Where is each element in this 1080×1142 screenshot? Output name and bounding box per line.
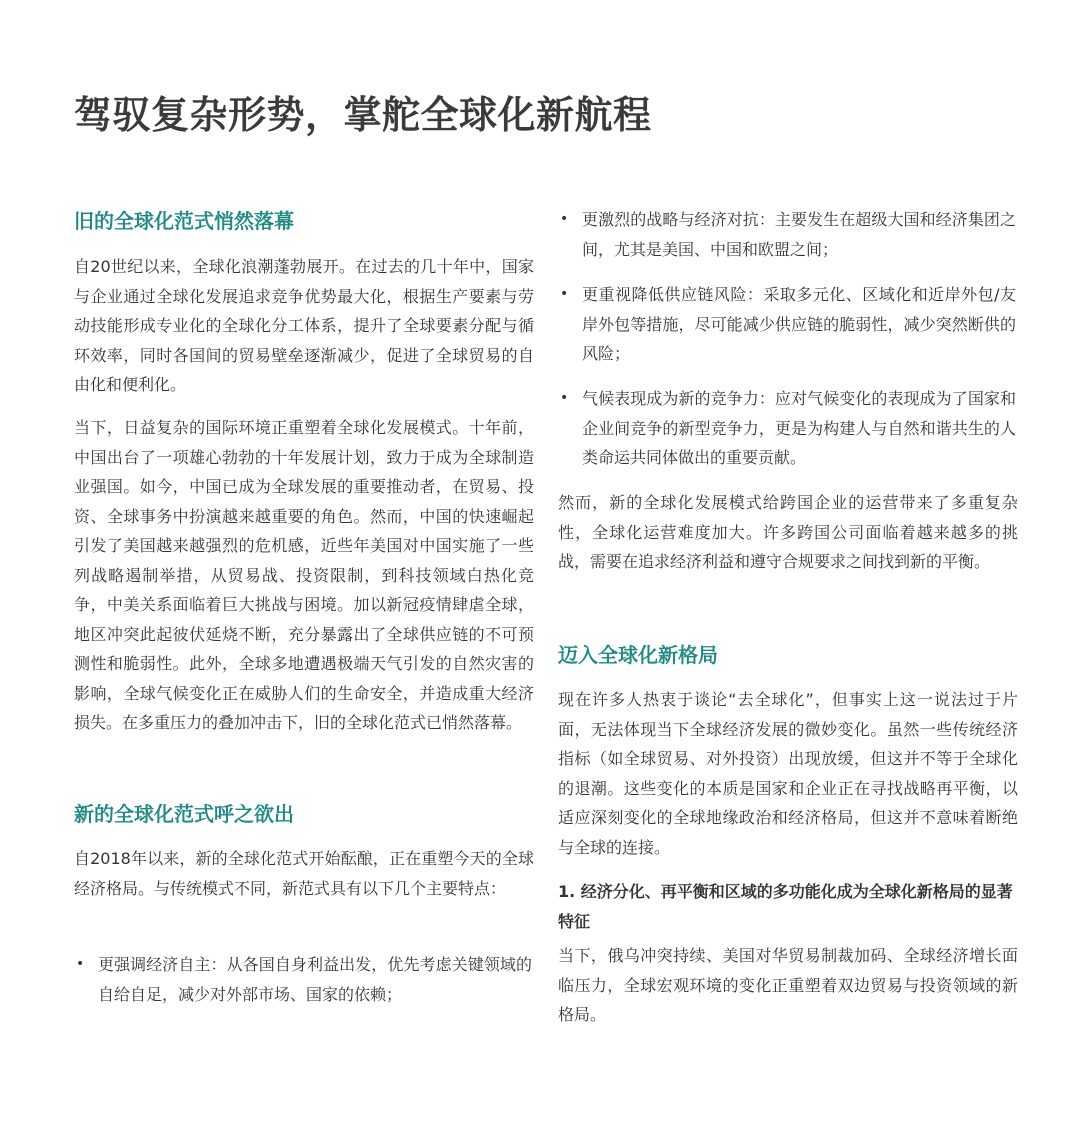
subheading-economic-divergence: 1. 经济分化、再平衡和区域的多功能化成为全球化新格局的显著特征 — [558, 882, 1013, 931]
paragraph-deglobalization: 现在许多人热衷于谈论“去全球化”，但事实上这一说法过于片面，无法体现当下全球经济发展的微妙变化。虽然一些传统经济指标（如全球贸易、对外投资）出现放缓，但这并不等于全球化的退潮。这些变化的本质是国家和企业正在寻找战略再平衡，以适应深刻变化的全球地缘政治和经济格局，但这并不意味着断绝与全球的连接。 — [558, 690, 1018, 857]
section-heading-old-paradigm: 旧的全球化范式悄然落幕 — [74, 209, 294, 233]
paragraph-globalization-history: 自20世纪以来，全球化浪潮蓬勃展开。在过去的几十年中，国家与企业通过全球化发展追求竞争优势最大化，根据生产要素与劳动技能形成专业化的全球化分工体系，提升了全球要素分配与循环效率，同时各国间的贸易壁垒逐渐减少，促进了全球贸易的自由化和便利化。 — [74, 257, 534, 394]
page-title: 驾驭复杂形势，掌舵全球化新航程 — [74, 93, 652, 137]
section-heading-new-paradigm: 新的全球化范式呼之欲出 — [74, 802, 294, 826]
bullet-text-economic-autonomy: 更强调经济自主：从各国自身利益出发，优先考虑关键领域的自给自足，减少对外部市场、国家的依赖； — [98, 955, 532, 1004]
paragraph-new-paradigm-intro: 自2018年以来，新的全球化范式开始酝酿，正在重塑今天的全球经济格局。与传统模式不同，新范式具有以下几个主要特点： — [74, 849, 534, 898]
bullet-text-strategic-confrontation: 更激烈的战略与经济对抗：主要发生在超级大国和经济集团之间，尤其是美国、中国和欧盟之间； — [582, 210, 1016, 259]
bullet-point-icon: • — [560, 286, 569, 302]
paragraph-macro-environment: 当下，俄乌冲突持续、美国对华贸易制裁加码、全球经济增长面临压力，全球宏观环境的变化正重塑着双边贸易与投资领域的新格局。 — [558, 946, 1018, 1024]
bullet-point-icon: • — [560, 211, 569, 227]
paragraph-international-environment: 当下，日益复杂的国际环境正重塑着全球化发展模式。十年前，中国出台了一项雄心勃勃的十年发展计划，致力于成为全球制造业强国。如今，中国已成为全球发展的重要推动者，在贸易、投资、全球事务中扮演越来越重要的角色。然而，中国的快速崛起引发了美国越来越强烈的危机感，近些年美国对中国实施了一些列战略遏制举措，从贸易战、投资限制，到科技领域白热化竞争，中美关系面临着巨大挑战与困境。加以新冠疫情肆虐全球，地区冲突此起彼伏延烧不断，充分暴露出了全球供应链的不可预测性和脆弱性。此外，全球多地遭遇极端天气引发的自然灾害的影响，全球气候变化正在威胁人们的生命安全，并造成重大经济损失。在多重压力的叠加冲击下，旧的全球化范式已悄然落幕。 — [74, 418, 534, 732]
bullet-point-icon: • — [560, 390, 569, 406]
paragraph-multinational-complexity: 然而，新的全球化发展模式给跨国企业的运营带来了多重复杂性，全球化运营难度加大。许多跨国公司面临着越来越多的挑战，需要在追求经济利益和遵守合规要求之间找到新的平衡。 — [558, 493, 1018, 571]
section-heading-new-landscape: 迈入全球化新格局 — [558, 643, 718, 667]
bullet-text-climate-competitiveness: 气候表现成为新的竞争力：应对气候变化的表现成为了国家和企业间竞争的新型竞争力，更是为构建人与自然和谐共生的人类命运共同体做出的重要贡献。 — [582, 389, 1016, 467]
bullet-text-supply-chain-risk: 更重视降低供应链风险：采取多元化、区域化和近岸外包/友岸外包等措施，尽可能减少供应链的脆弱性，减少突然断供的风险； — [582, 285, 1016, 363]
bullet-point-icon: • — [76, 956, 85, 972]
